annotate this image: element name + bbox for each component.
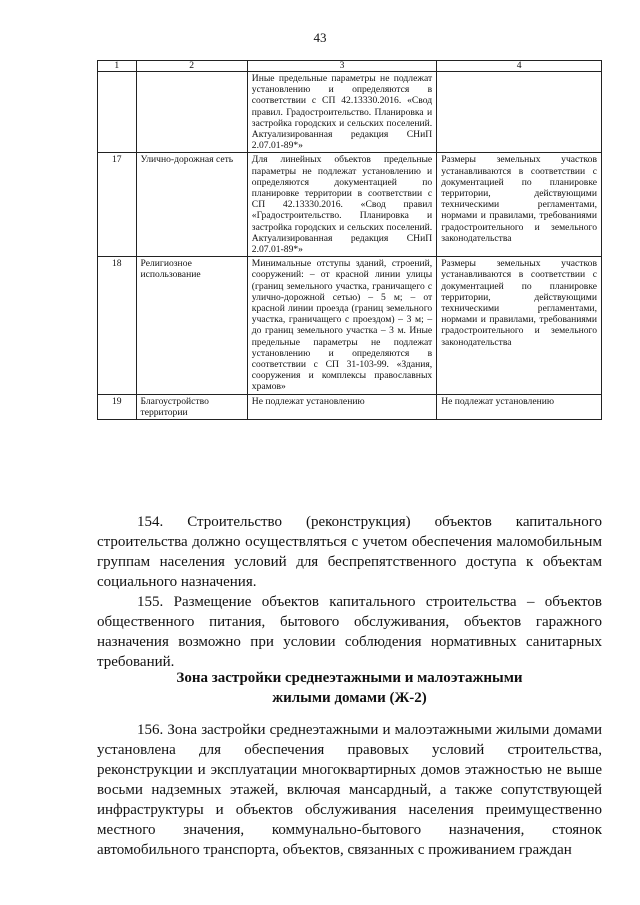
row-name: Религиозное использование — [136, 257, 247, 394]
row-name: Благоустройство территории — [136, 394, 247, 419]
row-number — [98, 72, 137, 153]
paragraph-156: 156. Зона застройки среднеэтажными и малоэтажными жилыми домами установлена для обеспечения правовых условий строительства, реконструкции и эксплуатации многоквартирных домов этажностью не выше восьми надземных этажей, включая мансардный, а также сопутствующей инфраструктуры и объектов обслуживания населения преимущественно местного значения, коммунально-бытового назначения, стоянок автомобильного транспорта, объектов, связанных с проживанием граждан — [97, 722, 602, 858]
zone-heading — [97, 668, 602, 708]
row-params: Для линейных объектов предельные параметры не подлежат установлению и определяются документацией по планировке территории в соответствии с СП 42.13330.2016. «Свод правил «Градостроительство. Планировка и застройка городских и сельских поселений. Актуализированная редакция СНиП 2.07.01-89*» — [247, 153, 436, 257]
row-params: Иные предельные параметры не подлежат установлению и определяются в соответствии с СП 42.13330.2016. «Свод правил. Градостроительство. Планировка и застройка городских и сельских поселений. Актуализированная редакция СНиП 2.07.01-89*» — [247, 72, 436, 153]
row-name — [136, 72, 247, 153]
page-number: 43 — [313, 30, 327, 45]
column-header: 1 — [98, 61, 137, 72]
heading-line-2: жилыми домами (Ж-2) — [272, 690, 427, 706]
row-number: 17 — [98, 153, 137, 257]
row-sizes — [437, 72, 602, 153]
paragraph-155: 155. Размещение объектов капитального строительства – объектов общественного питания, бытового обслуживания, объектов гаражного назначения возможно при условии соблюдения нормативных санитарных требований. — [97, 594, 602, 670]
paragraphs-block — [97, 512, 602, 672]
row-name: Улично-дорожная сеть — [136, 153, 247, 257]
table-row — [98, 257, 602, 394]
column-header: 4 — [437, 61, 602, 72]
row-sizes: Размеры земельных участков устанавливаются в соответствии с документацией по планировке территории, действующими техническими регламентами, нормами и правилами, требованиями градостроительного и земельного законодательства — [437, 257, 602, 394]
column-header: 3 — [247, 61, 436, 72]
table-row — [98, 72, 602, 153]
heading-line-1: Зона застройки среднеэтажными и малоэтажными — [176, 670, 523, 686]
row-sizes: Не подлежат установлению — [437, 394, 602, 419]
paragraph-154: 154. Строительство (реконструкция) объектов капитального строительства должно осуществляться с учетом обеспечения маломобильным группам населения условий для беспрепятственного доступа к объектам социального назначения. — [97, 514, 602, 590]
paragraph-156-block — [97, 720, 602, 860]
regulations-table — [97, 60, 602, 420]
row-number: 19 — [98, 394, 137, 419]
row-sizes: Размеры земельных участков устанавливаются в соответствии с документацией по планировке территории, действующими техническими регламентами, нормами и правилами, требованиями градостроительного и земельного законодательства — [437, 153, 602, 257]
table-header-row — [98, 61, 602, 72]
row-number: 18 — [98, 257, 137, 394]
table-row — [98, 153, 602, 257]
column-header: 2 — [136, 61, 247, 72]
table-row — [98, 394, 602, 419]
row-params: Минимальные отступы зданий, строений, сооружений: – от красной линии улицы (границ земельного участка, граничащего с улично-дорожной сетью) – 5 м; – от красной линии проезда (границ земельного участка, граничащего с проездом) – 3 м; – до границ земельного участка – 3 м. Иные предельные параметры не подлежат установлению и определяются в соответствии с СП 31-103-99. «Здания, сооружения и комплексы православных храмов» — [247, 257, 436, 394]
row-params: Не подлежат установлению — [247, 394, 436, 419]
